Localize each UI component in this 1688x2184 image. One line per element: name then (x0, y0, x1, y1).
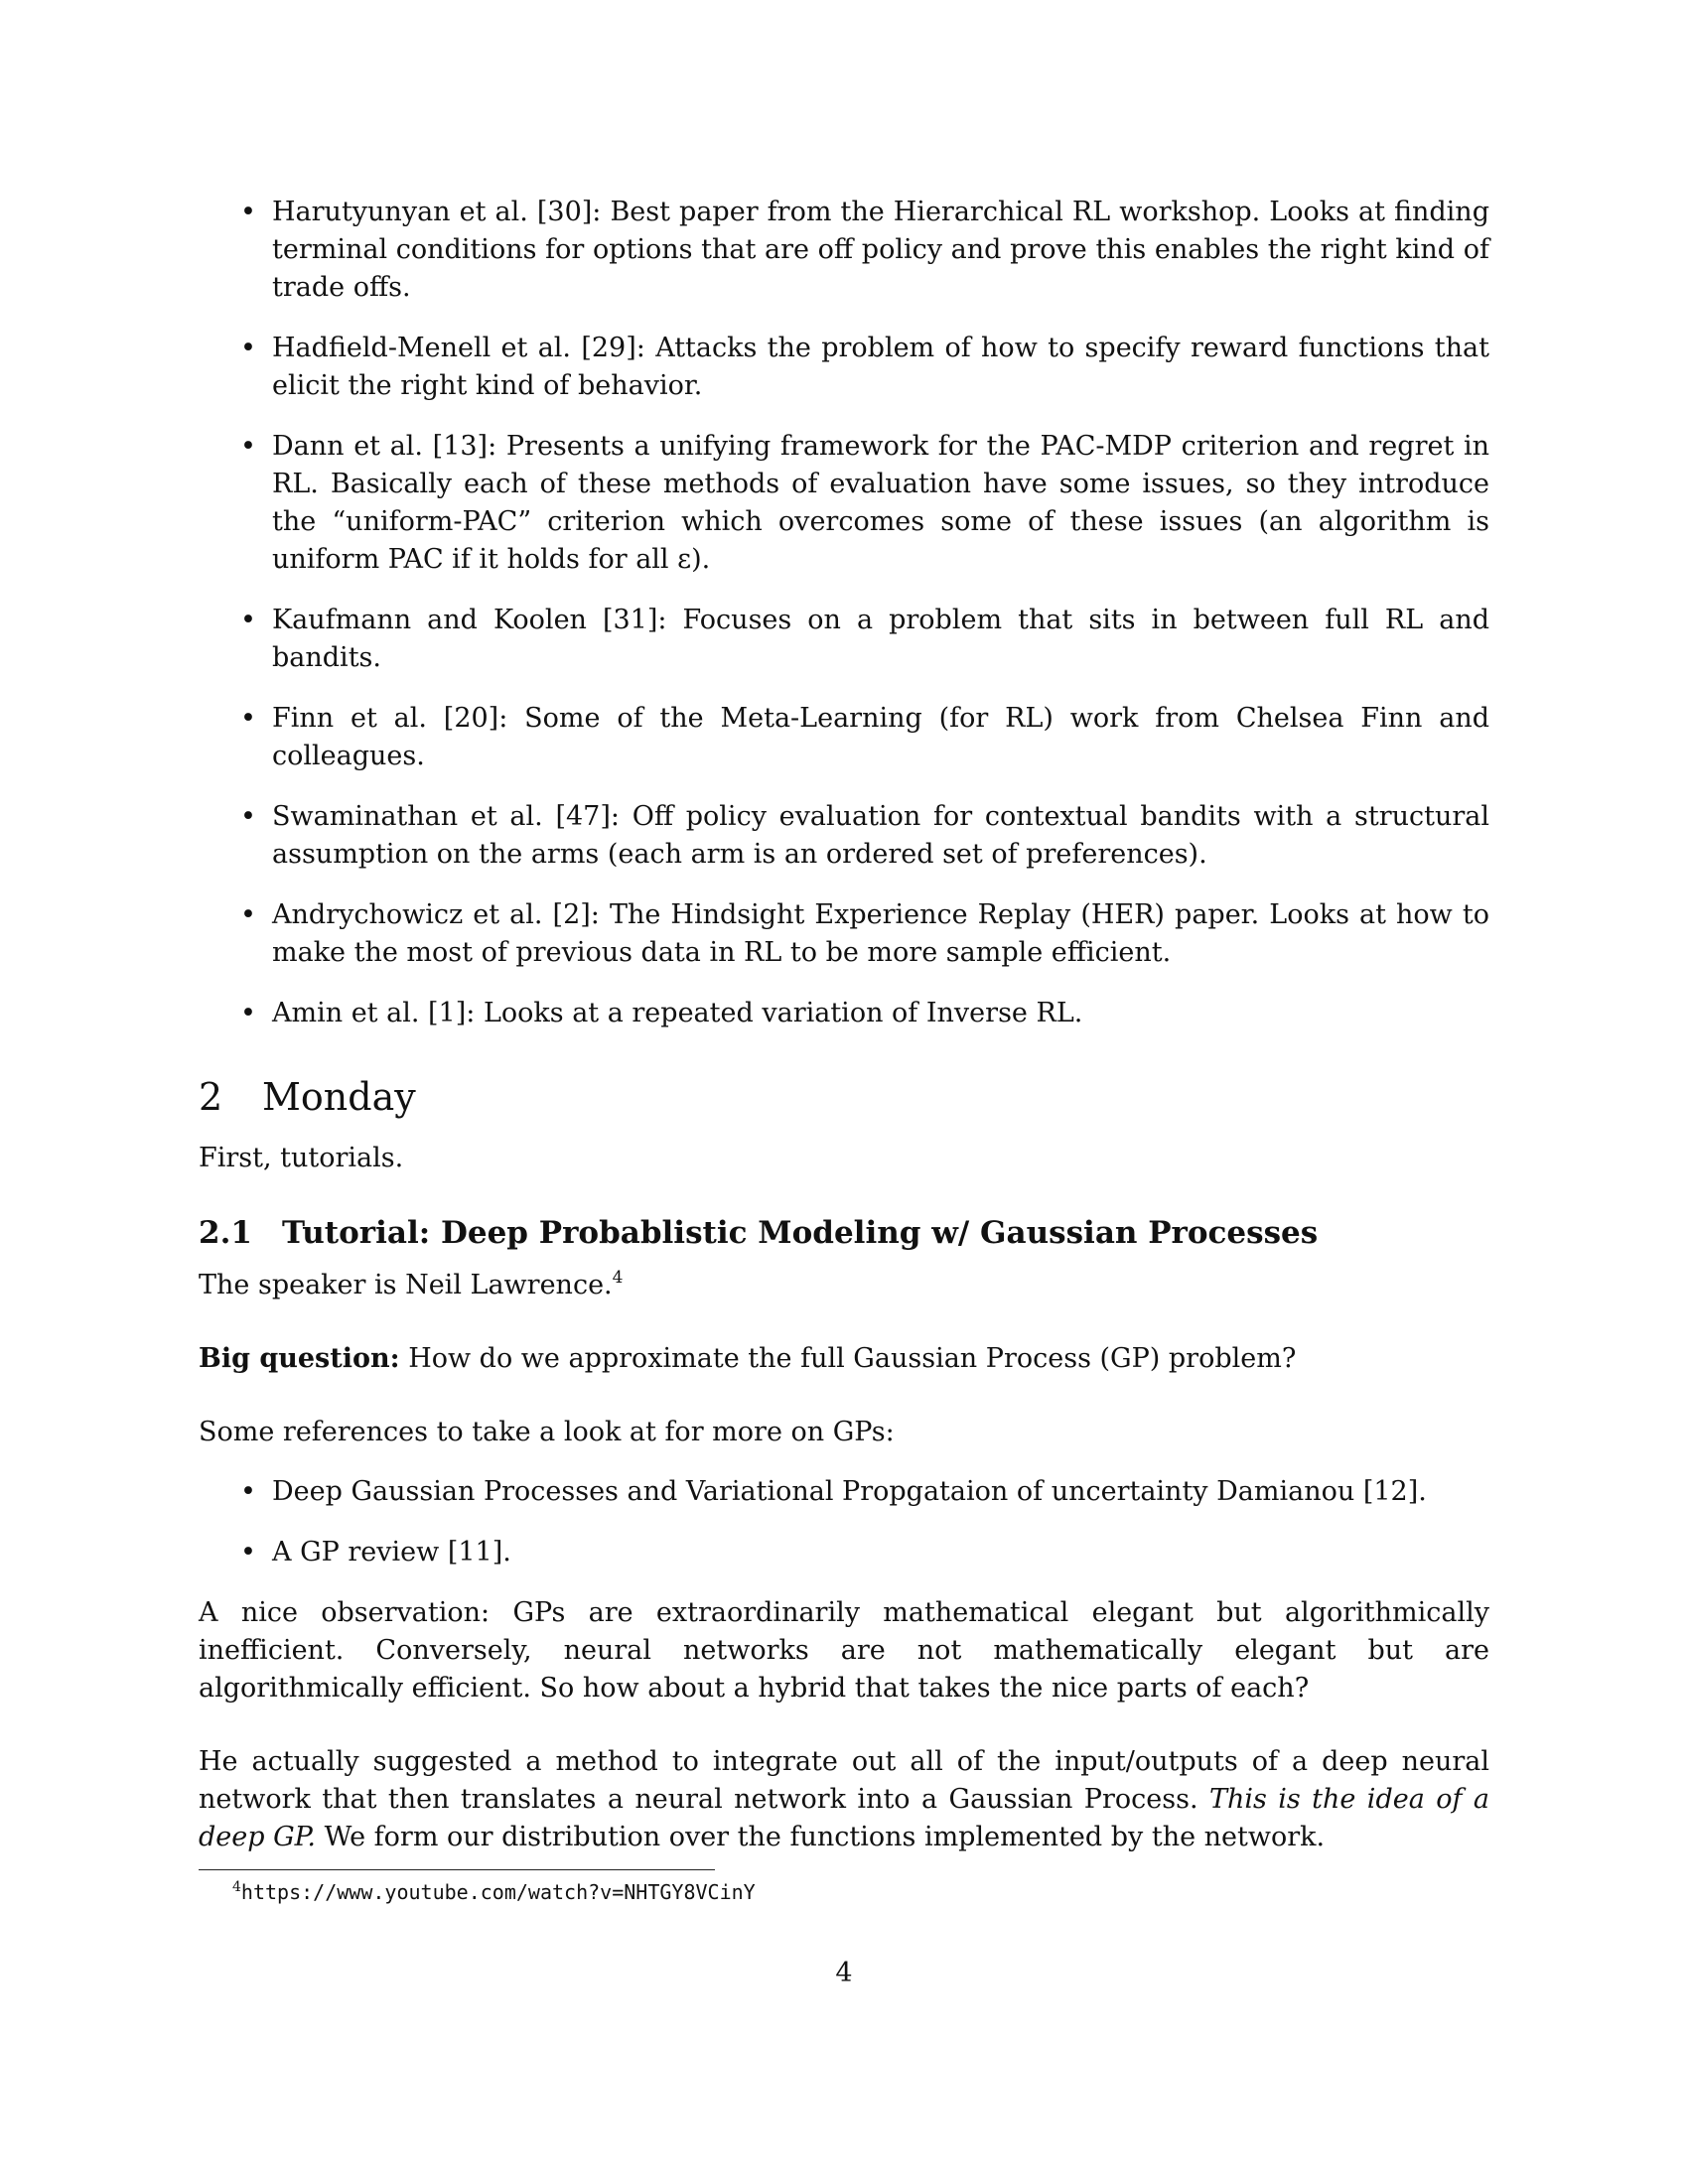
list-item (199, 995, 1489, 1032)
observation-paragraph: A nice observation: GPs are extraordinarily mathematical elegant but algorithmically inefficient. Conversely, neural networks are not mathematically elegant but are algorithmically efficient. So how about a hybrid that takes the nice parts of each? (199, 1597, 1489, 1704)
summary-text: Off policy evaluation for contextual bandits with a structural assumption on the arms (each arm is an ordered set of preferences). (272, 801, 1489, 870)
speaker-line (199, 1267, 1489, 1304)
footnote-mark: 4 (232, 1879, 241, 1895)
footnote-url[interactable]: https://www.youtube.com/watch?v=NHTGY8VCinY (240, 1880, 756, 1904)
list-item (199, 602, 1489, 677)
footnote-reference: 4 (612, 1268, 624, 1288)
citation: Amin et al. [1]: (272, 998, 476, 1028)
citation: Andrychowicz et al. [2]: (272, 899, 600, 930)
bullet-icon: • (240, 605, 256, 635)
list-item (199, 330, 1489, 405)
page-number: 4 (835, 1958, 853, 1988)
bullet-icon: • (240, 703, 256, 734)
bullet-icon: • (240, 197, 256, 227)
citation: Dann et al. [13]: (272, 431, 497, 462)
list-item (199, 1473, 1489, 1511)
subsection-number: 2.1 (199, 1215, 252, 1251)
speaker-text: The speaker is Neil Lawrence. (199, 1270, 613, 1300)
citation: Swaminathan et al. [47]: (272, 801, 620, 832)
citation: Kaufmann and Koolen [31]: (272, 605, 667, 635)
reference-text: Deep Gaussian Processes and Variational Propgataion of uncertainty Damianou [12]. (272, 1476, 1427, 1507)
bullet-icon: • (240, 1476, 256, 1507)
section-title: Monday (262, 1075, 416, 1119)
summary-text: Focuses on a problem that sits in between full RL and bandits. (272, 605, 1489, 673)
footnote (232, 1879, 756, 1905)
footnote-divider (199, 1869, 715, 1870)
summary-text: Best paper from the Hierarchical RL workshop. Looks at finding terminal conditions for options that are off policy and prove this enables the right kind of trade offs. (272, 197, 1489, 303)
bullet-icon: • (240, 801, 256, 832)
deep-gp-emphasis: This is the idea of a deep GP. (199, 1784, 1489, 1852)
page-body (199, 194, 1489, 1892)
reference-text: A GP review [11]. (272, 1537, 511, 1568)
big-question-text: How do we approximate the full Gaussian Process (GP) problem? (408, 1343, 1297, 1374)
citation: Hadfield-Menell et al. [29]: (272, 333, 645, 363)
deep-gp-text-after: We form our distribution over the functions implemented by the network. (324, 1822, 1326, 1852)
deep-gp-text-before: He actually suggested a method to integrate out all of the input/outputs of a deep neural network that then translates a neural network into a Gaussian Process. (199, 1746, 1489, 1815)
reference-list (199, 1473, 1489, 1571)
summary-text: Presents a unifying framework for the PAC-MDP criterion and regret in RL. Basically each of these methods of evaluation have some issues, so they introduce the “uniform-PAC” criterion which overcomes some of these issues (an algorithm is uniform PAC if it holds for all ε). (272, 431, 1489, 575)
bullet-icon: • (240, 998, 256, 1028)
summary-text: Attacks the problem of how to specify reward functions that elicit the right kind of behavior. (272, 333, 1489, 401)
big-question (199, 1340, 1489, 1378)
section-heading (199, 1072, 1489, 1122)
list-item (199, 896, 1489, 972)
citation: Finn et al. [20]: (272, 703, 508, 734)
bullet-icon: • (240, 333, 256, 363)
bullet-icon: • (240, 431, 256, 462)
summary-text: Looks at a repeated variation of Inverse RL. (483, 998, 1083, 1028)
big-question-label: Big question: (199, 1343, 400, 1374)
subsection-title: Tutorial: Deep Probablistic Modeling w/ Gaussian Processes (282, 1215, 1319, 1251)
summary-text: The Hindsight Experience Replay (HER) paper. Looks at how to make the most of previous data in RL to be more sample efficient. (272, 899, 1489, 968)
list-item (199, 428, 1489, 579)
section-number: 2 (199, 1075, 223, 1119)
bullet-icon: • (240, 899, 256, 930)
section-intro: First, tutorials. (199, 1143, 404, 1173)
references-intro: Some references to take a look at for more on GPs: (199, 1417, 895, 1447)
bullet-icon: • (240, 1537, 256, 1568)
list-item (199, 700, 1489, 775)
paper-summary-list (199, 194, 1489, 1032)
list-item (199, 1534, 1489, 1571)
list-item (199, 194, 1489, 307)
citation: Harutyunyan et al. [30]: (272, 197, 602, 227)
deep-gp-paragraph (199, 1743, 1489, 1856)
list-item (199, 798, 1489, 874)
subsection-heading (199, 1213, 1489, 1253)
summary-text: Some of the Meta-Learning (for RL) work from Chelsea Finn and colleagues. (272, 703, 1490, 771)
